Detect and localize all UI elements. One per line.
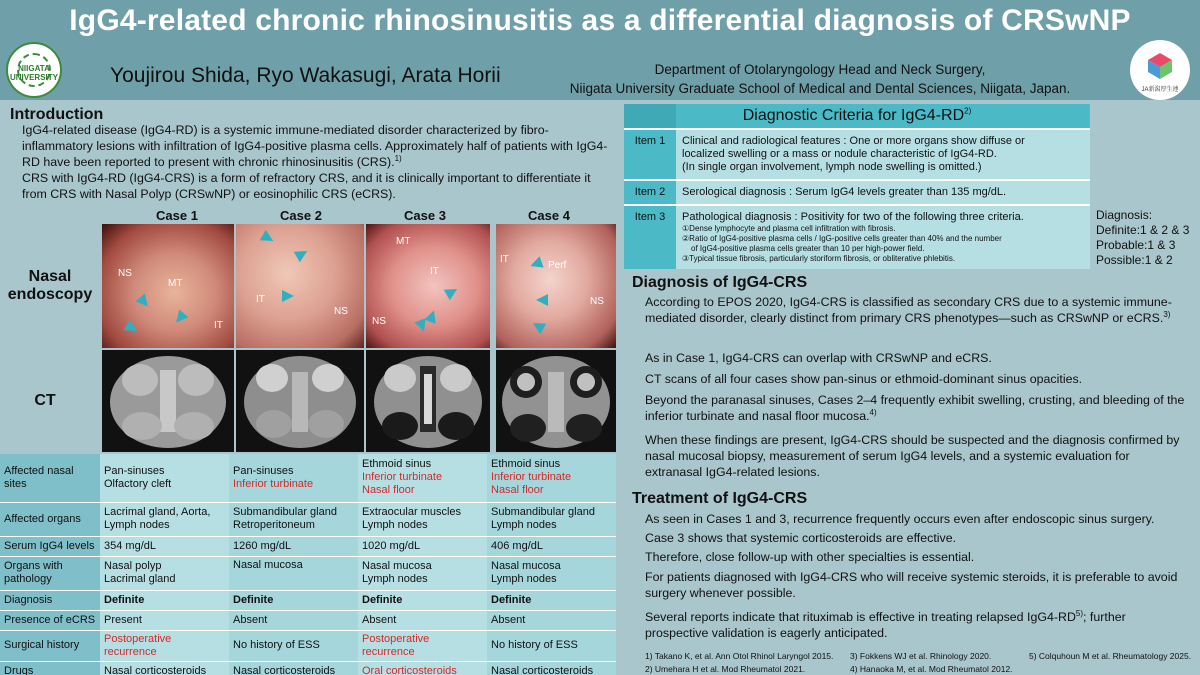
label-it: IT: [430, 266, 439, 277]
table-cell: 1020 mg/dL: [358, 536, 487, 556]
label-ns: NS: [334, 306, 348, 317]
ct-label: CT: [34, 392, 56, 409]
criteria-row: [624, 205, 1090, 269]
intro-paragraph-1: IgG4-related disease (IgG4-RD) is a systemic immune-mediated disorder characterized by fibro-inflammatory lesions with infiltration of IgG4-positive plasma cells. Approximately half of patients with IgG4-RD have been reported to present with chronic rhinosinusitis (CRS).: [22, 123, 608, 169]
label-perf: Perf: [548, 260, 567, 271]
arrow-icon: [444, 284, 460, 300]
row-label: Diagnosis: [0, 590, 100, 610]
arrow-icon: [282, 290, 294, 302]
table-cell: Submandibular gland Retroperitoneum: [229, 502, 358, 536]
table-cell: Nasal corticosteroids: [487, 661, 616, 675]
reference: 4) Hanaoka M, et al. Mod Rheumatol 2012.: [850, 664, 1013, 674]
reference: 2) Umehara H et al. Mod Rheumatol 2021.: [645, 664, 806, 674]
table-cell: No history of ESS: [487, 630, 616, 661]
criteria-title: [624, 104, 1090, 128]
table-cell: Definite: [358, 590, 487, 610]
label-ns: NS: [590, 296, 604, 307]
affiliation: [560, 60, 1080, 98]
criteria-item-key: Item 2: [624, 180, 676, 205]
criteria-item-key: Item 3: [624, 205, 676, 269]
diagnosis-levels: Diagnosis: Definite:1 & 2 & 3 Probable:1 & 3 Possible:1 & 2: [1096, 208, 1190, 267]
case-3-endoscopy-image: [366, 224, 490, 348]
table-row: [0, 536, 616, 556]
diagnosis-paragraph: Beyond the paranasal sinuses, Cases 2–4 frequently exhibit swelling, crusting, and bleeding of the inferior turbinate and nasal floor mucosa.$^{4)}$: [645, 393, 1185, 423]
label-ns: NS: [372, 316, 386, 327]
treatment-paragraph: As seen in Cases 1 and 3, recurrence frequently occurs even after endoscopic sinus surgery.: [645, 512, 1155, 526]
label-ns: NS: [118, 268, 132, 279]
row-label: Organs with pathology: [0, 556, 100, 590]
affiliation-line-1: Department of Otolaryngology Head and Neck Surgery,: [654, 62, 986, 77]
case-comparison-table: [0, 454, 616, 675]
table-cell: Pan-sinuses Inferior turbinate: [229, 454, 358, 502]
table-cell: Postoperative recurrence: [100, 630, 229, 661]
introduction-heading: Introduction: [10, 106, 104, 123]
table-cell: Absent: [487, 610, 616, 630]
intro-paragraph-2: CRS with IgG4-RD (IgG4-CRS) is a form of refractory CRS, and it is clinically important to differentiate it from CRS with Nasal Polyp (CRSwNP) or eosinophilic CRS (eCRS).: [22, 171, 591, 201]
criteria-row: [624, 180, 1090, 205]
table-cell: Nasal corticosteroids: [229, 661, 358, 675]
table-row: [0, 610, 616, 630]
case-3-ct-image: [366, 350, 490, 452]
arrow-icon: [528, 256, 543, 271]
table-cell: Extraocular muscles Lymph nodes: [358, 502, 487, 536]
table-row: [0, 590, 616, 610]
treatment-heading: Treatment of IgG4-CRS: [632, 490, 808, 507]
hospital-logo-text: JA新潟厚生連: [1141, 87, 1179, 93]
label-it: IT: [256, 294, 265, 305]
criteria-item-text: Pathological diagnosis : Positivity for two of the following three criteria. ①Dense lymphocyte and plasma cell infiltration with fibrosis. ②Ratio of IgG4-positive plasma cells / IgG-positive cells greater than 40% and the number of IgG4-positive plasma cells greater than 10 per high-power field. ③Typical tissue fibrosis, particularly storiform fibrosis, or obliterative phlebitis.: [676, 205, 1090, 269]
case-4-header: Case 4: [528, 208, 570, 223]
table-cell: Nasal corticosteroids: [100, 661, 229, 675]
case-4-endoscopy-image: [496, 224, 616, 348]
table-cell: Nasal mucosa Lymph nodes: [487, 556, 616, 590]
treatment-paragraph: Case 3 shows that systemic corticosteroids are effective.: [645, 531, 957, 545]
table-row: [0, 556, 616, 590]
arrow-icon: [536, 294, 548, 306]
table-cell: No history of ESS: [229, 630, 358, 661]
table-row: [0, 630, 616, 661]
table-cell: Nasal mucosa Lymph nodes: [358, 556, 487, 590]
case-2-ct-image: [236, 350, 364, 452]
case-1-ct-image: [102, 350, 234, 452]
arrow-icon: [294, 246, 310, 262]
table-cell: Definite: [229, 590, 358, 610]
row-label: Affected organs: [0, 502, 100, 536]
case-2-header: Case 2: [280, 208, 322, 223]
case-1-endoscopy-image: [102, 224, 234, 348]
arrow-icon: [124, 320, 140, 336]
treatment-paragraph: For patients diagnosed with IgG4-CRS who will receive systemic steroids, it is preferable to avoid surgery whenever possible.: [645, 570, 1178, 600]
label-it: IT: [214, 320, 223, 331]
criteria-item-text: Clinical and radiological features : One or more organs show diffuse or localized swelling or a mass or nodule characteristic of IgG4-RD. (In single organ involvement, lymph node swelling is omitted.): [676, 129, 1090, 180]
criteria-item-text: Serological diagnosis : Serum IgG4 levels greater than 135 mg/dL.: [676, 180, 1090, 205]
table-cell: Present: [100, 610, 229, 630]
row-label: Presence of eCRS: [0, 610, 100, 630]
reference: 1) Takano K, et al. Ann Otol Rhinol Laryngol 2015.: [645, 651, 834, 661]
intro-citation: 1): [394, 153, 402, 163]
row-label: Serum IgG4 levels: [0, 536, 100, 556]
hospital-logo-icon: [1130, 40, 1190, 100]
criteria-title-text: Diagnostic Criteria for IgG4-RD: [742, 107, 965, 124]
row-label: Drugs: [0, 661, 100, 675]
introduction-text: [22, 122, 612, 202]
table-row: [0, 454, 616, 502]
diagnosis-paragraph: According to EPOS 2020, IgG4-CRS is classified as secondary CRS due to a systemic immune-mediated disorder, clearly distinct from primary CRS phenotypes—such as CRSwNP or eCRS.$^{3)}$: [645, 295, 1172, 325]
table-cell: 354 mg/dL: [100, 536, 229, 556]
criteria-item-key: Item 1: [624, 129, 676, 180]
label-it: IT: [500, 254, 509, 265]
poster-title: IgG4-related chronic rhinosinusitis as a differential diagnosis of CRSwNP: [69, 4, 1131, 37]
table-row: [0, 661, 616, 675]
case-1-header: Case 1: [156, 208, 198, 223]
table-cell: 1260 mg/dL: [229, 536, 358, 556]
table-cell: Absent: [358, 610, 487, 630]
label-mt: MT: [396, 236, 411, 247]
criteria-table: [624, 128, 1090, 269]
table-cell: Absent: [229, 610, 358, 630]
table-cell: Submandibular gland Lymph nodes: [487, 502, 616, 536]
diagnosis-heading: Diagnosis of IgG4-CRS: [632, 274, 808, 291]
arrow-icon: [530, 318, 546, 334]
diagnosis-paragraph: CT scans of all four cases show pan-sinus or ethmoid-dominant sinus opacities.: [645, 372, 1083, 386]
case-3-header: Case 3: [404, 208, 446, 223]
treatment-paragraph: Therefore, close follow-up with other specialties is essential.: [645, 550, 975, 564]
case-2-endoscopy-image: [236, 224, 364, 348]
arrow-icon: [136, 294, 153, 311]
row-label: Affected nasal sites: [0, 454, 100, 502]
nasal-endoscopy-label: Nasal endoscopy: [7, 268, 93, 303]
university-logo-text: NIIGATA UNIVERSITY: [9, 64, 58, 82]
table-cell: Definite: [100, 590, 229, 610]
diagnosis-paragraph: When these findings are present, IgG4-CRS should be suspected and the diagnosis confirmed by nasal mucosal biopsy, measurement of serum IgG4 levels, and a systemic evaluation for extranasal IgG4-related lesions.: [645, 433, 1180, 479]
treatment-paragraph: Several reports indicate that rituximab is effective in treating relapsed IgG4-RD$^{5)}$; further prospective validation is eagerly anticipated.: [645, 608, 1126, 640]
label-mt: MT: [168, 278, 183, 289]
table-cell: Ethmoid sinus Inferior turbinate Nasal floor: [358, 454, 487, 502]
case-4-ct-image: [496, 350, 616, 452]
table-cell: Nasal polyp Lacrimal gland: [100, 556, 229, 590]
arrow-icon: [172, 310, 189, 327]
authors: Youjirou Shida, Ryo Wakasugi, Arata Horii: [110, 64, 501, 87]
row-label: Surgical history: [0, 630, 100, 661]
criteria-citation: 2): [964, 106, 972, 116]
table-row: [0, 502, 616, 536]
table-cell: Ethmoid sinus Inferior turbinate Nasal floor: [487, 454, 616, 502]
reference: 5) Colquhoun M et al. Rheumatology 2025.: [1029, 651, 1192, 661]
arrow-icon: [260, 230, 276, 246]
table-cell: Nasal mucosa: [229, 556, 358, 590]
table-cell: Oral corticosteroids: [358, 661, 487, 675]
table-cell: Lacrimal gland, Aorta, Lymph nodes: [100, 502, 229, 536]
table-cell: Pan-sinuses Olfactory cleft: [100, 454, 229, 502]
table-cell: Postoperative recurrence: [358, 630, 487, 661]
reference: 3) Fokkens WJ et al. Rhinology 2020.: [850, 651, 992, 661]
diagnosis-paragraph: As in Case 1, IgG4-CRS can overlap with CRSwNP and eCRS.: [645, 351, 992, 365]
table-cell: Definite: [487, 590, 616, 610]
affiliation-line-2: Niigata University Graduate School of Medical and Dental Sciences, Niigata, Japan.: [569, 81, 1071, 96]
table-cell: 406 mg/dL: [487, 536, 616, 556]
university-logo-icon: [6, 42, 62, 98]
criteria-row: [624, 129, 1090, 180]
